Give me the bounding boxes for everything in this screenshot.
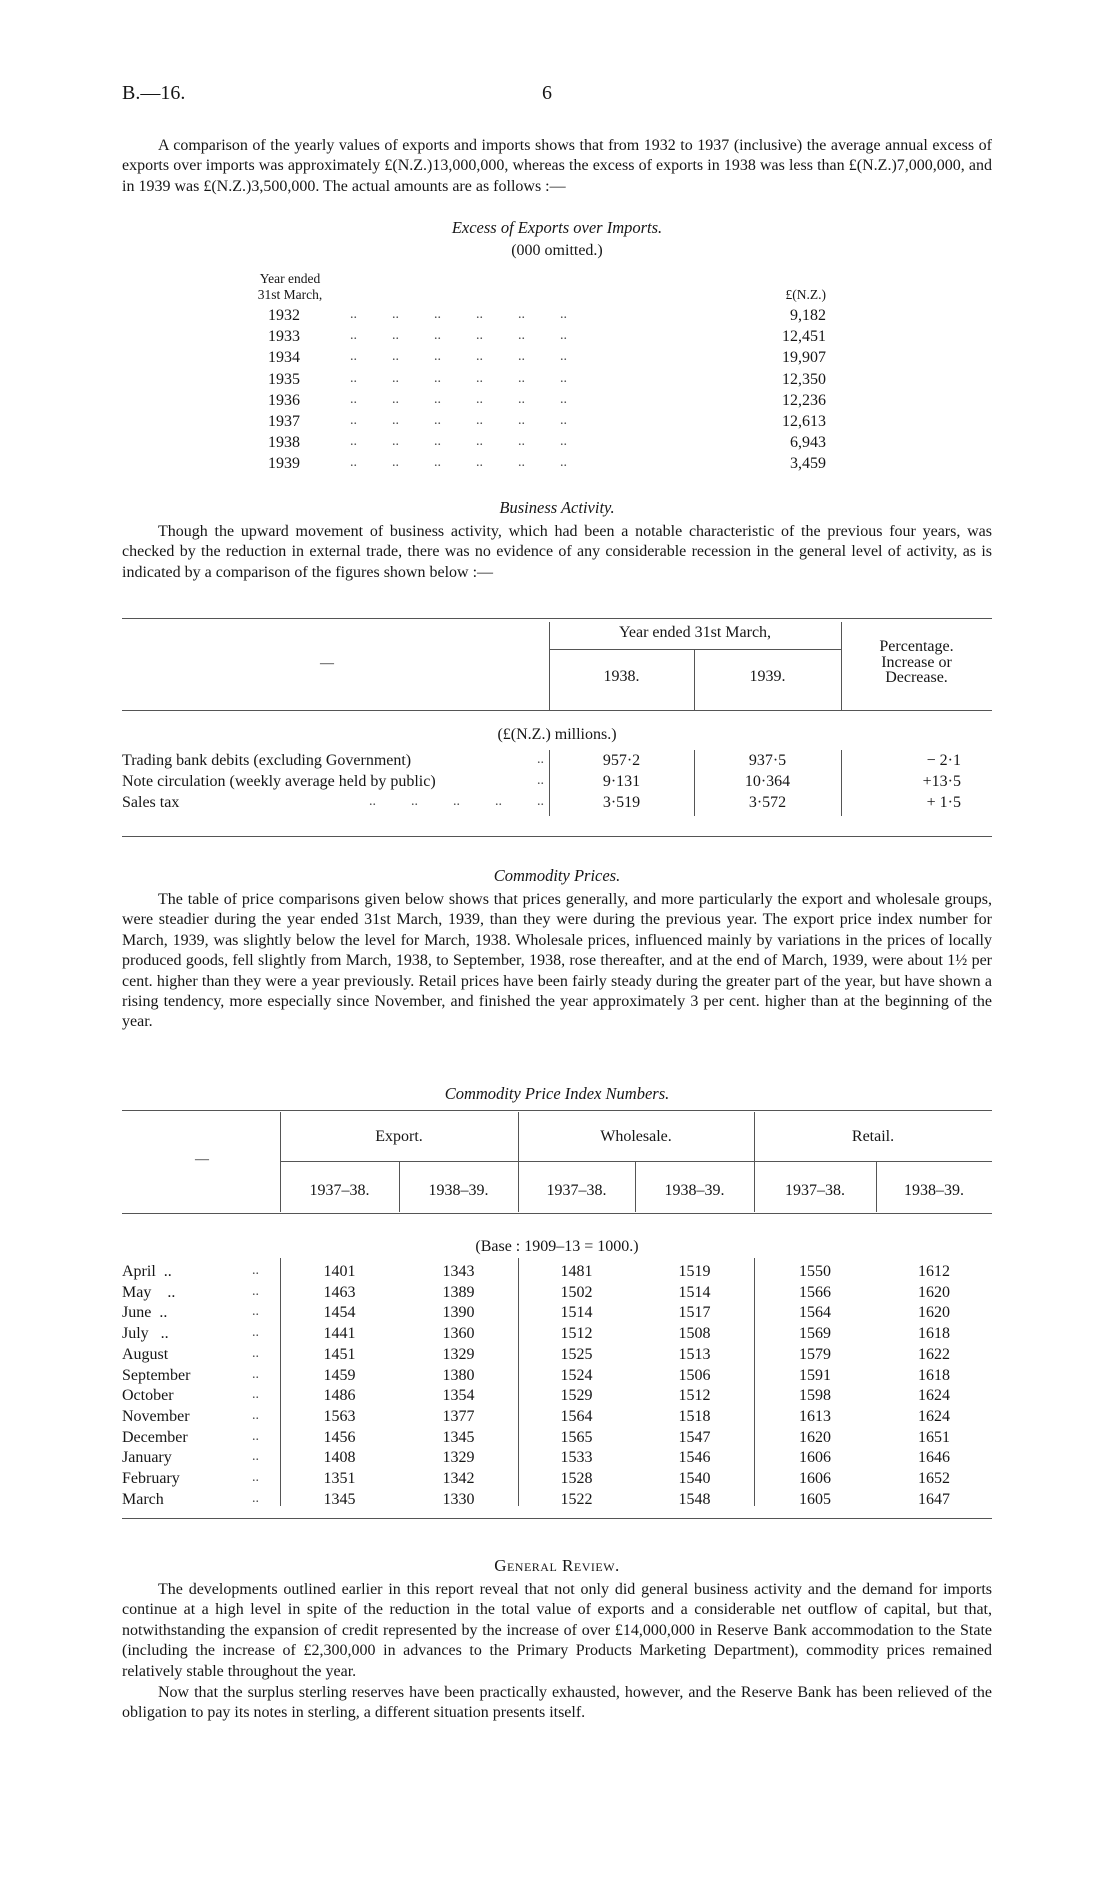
month-label: February — [122, 1470, 180, 1487]
percentage-change: + 1·5 — [926, 794, 961, 811]
commodity-table-row — [122, 1408, 992, 1429]
commodity-table-row — [122, 1284, 992, 1305]
leader-dots: .. — [252, 1407, 259, 1423]
index-value: 1329 — [442, 1449, 475, 1467]
leader-dots: .. .. .. .. .. .. — [350, 434, 567, 450]
table-rule — [122, 836, 992, 837]
leader-dots: .. .. .. .. .. .. — [350, 328, 567, 344]
intro-paragraph: A comparison of the yearly values of exports and imports shows that from 1932 to 1937 (inclusive) the average annual excess of exports over imports was approximately £(N.Z.)13,000,000, whereas the excess of exports in 1938 was less than £(N.Z.)7,000,000, and in 1939 was £(N.Z.)3,500,000. The actual amounts are as follows :— — [122, 137, 992, 195]
index-value: 1456 — [323, 1428, 356, 1446]
index-value: 1550 — [799, 1263, 831, 1280]
business-activity-title: Business Activity. — [499, 498, 615, 517]
leader-dots: .. — [252, 1470, 259, 1485]
leader-dots: .. — [252, 1449, 259, 1465]
retail-1938-39-header: 1938–39. — [904, 1182, 964, 1199]
month-label: June .. — [122, 1304, 168, 1322]
index-value: 1605 — [799, 1490, 831, 1508]
value-1939: 3·572 — [748, 794, 787, 811]
index-value: 1548 — [678, 1490, 711, 1508]
row-label-header: — — [320, 656, 334, 671]
index-value: 1508 — [678, 1325, 711, 1343]
value-1939: 937·5 — [748, 752, 787, 769]
excess-table-title: Excess of Exports over Imports. — [451, 218, 663, 237]
leader-dots: .. — [252, 1490, 259, 1506]
leader-dots: .. — [252, 1304, 259, 1320]
business-table-row — [122, 773, 992, 793]
month-label: January — [122, 1449, 172, 1467]
leader-dots: .. — [252, 1345, 259, 1361]
commodity-prices-paragraph: The table of price comparisons given below shows that prices generally, and more particularly the export and wholesale groups, were steadier during the year ended 31st March, 1939, than they were during the previous year. The export price index number for March, 1939, was slightly below the level for March, 1938. Wholesale prices, influenced mainly by variations in the prices of locally produced goods, fell slightly from March, 1938, to September, 1938, rose thereafter, and at the end of March, 1939, were about 1½ per cent. higher than they were a year previously. Retail prices have been fairly steady during the greater part of the year, but have shown a rising tendency, more especially since November, and finished the year approximately 3 per cent. higher than at the beginning of the year. — [122, 891, 992, 1031]
wholesale-group-header: Wholesale. — [600, 1128, 672, 1145]
excess-value: 19,907 — [782, 349, 826, 367]
index-value: 1408 — [323, 1449, 356, 1467]
index-value: 1622 — [918, 1345, 950, 1363]
index-value: 1517 — [678, 1304, 711, 1322]
commodity-table-row — [122, 1429, 992, 1450]
commodity-price-table — [122, 1108, 992, 1548]
index-value: 1540 — [678, 1470, 711, 1487]
index-value: 1618 — [918, 1325, 950, 1343]
business-row-label: Sales tax — [122, 794, 180, 811]
page-header — [122, 82, 992, 108]
excess-col-label-line2: 31st March, — [257, 287, 323, 302]
index-value: 1564 — [560, 1407, 593, 1425]
wholesale-1937-38-header: 1937–38. — [546, 1182, 607, 1199]
commodity-table-row — [122, 1449, 992, 1470]
index-value: 1342 — [442, 1470, 475, 1487]
excess-year: 1932 — [268, 307, 300, 324]
percentage-change: +13·5 — [922, 773, 961, 790]
index-value: 1525 — [560, 1345, 593, 1363]
index-value: 1377 — [442, 1407, 475, 1425]
index-value: 1514 — [560, 1304, 593, 1322]
general-review-title: General Review. — [494, 1556, 620, 1575]
leader-dots: .. .. .. .. .. .. — [350, 413, 567, 428]
month-label: May .. — [122, 1283, 176, 1301]
leader-dots: .. — [252, 1428, 259, 1444]
business-unit-label: (£(N.Z.) millions.) — [497, 726, 617, 743]
excess-unit-label: £(N.Z.) — [785, 287, 826, 302]
excess-year: 1938 — [268, 434, 300, 452]
index-value: 1390 — [442, 1304, 475, 1322]
excess-value: 9,182 — [790, 307, 826, 324]
value-1939: 10·364 — [744, 773, 791, 790]
pct-header-line1: Percentage. — [879, 638, 954, 655]
leader-dots: .. — [537, 752, 544, 767]
excess-table-row — [122, 413, 992, 434]
leader-dots: .. — [252, 1325, 259, 1341]
excess-table-row — [122, 371, 992, 392]
wholesale-1938-39-header: 1938–39. — [664, 1182, 725, 1199]
table-rule — [122, 710, 992, 711]
index-value: 1389 — [442, 1283, 475, 1301]
commodity-table-row — [122, 1325, 992, 1346]
month-label: December — [122, 1428, 188, 1446]
index-value: 1486 — [323, 1387, 356, 1405]
value-1938: 3·519 — [602, 794, 641, 811]
index-value: 1613 — [799, 1407, 831, 1425]
leader-dots: .. .. .. .. .. .. — [350, 370, 567, 386]
index-value: 1502 — [560, 1283, 593, 1301]
index-value: 1606 — [799, 1449, 831, 1467]
index-value: 1546 — [678, 1449, 711, 1467]
excess-value: 12,236 — [782, 391, 826, 409]
excess-table-header — [122, 271, 992, 311]
commodity-table-row — [122, 1470, 992, 1491]
index-value: 1620 — [918, 1304, 950, 1322]
index-value: 1451 — [323, 1345, 356, 1363]
commodity-table-row — [122, 1387, 992, 1408]
index-value: 1624 — [918, 1407, 950, 1425]
index-value: 1351 — [323, 1470, 356, 1487]
leader-dots: .. — [537, 773, 544, 788]
month-label: March — [122, 1490, 164, 1508]
excess-value: 12,350 — [782, 370, 826, 388]
excess-year: 1935 — [268, 370, 300, 388]
leader-dots: .. .. .. .. .. .. — [350, 391, 567, 407]
value-1938: 957·2 — [602, 752, 641, 769]
table-rule — [122, 618, 992, 619]
excess-year: 1937 — [268, 413, 300, 430]
business-table-row — [122, 794, 992, 814]
index-value: 1598 — [799, 1387, 831, 1405]
index-value: 1564 — [799, 1304, 831, 1322]
table-rule — [122, 1213, 992, 1214]
index-value: 1652 — [918, 1470, 950, 1487]
excess-table-row — [122, 392, 992, 413]
col-header-1939: 1939. — [749, 668, 786, 685]
excess-table-row — [122, 349, 992, 370]
index-value: 1330 — [442, 1490, 475, 1508]
index-value: 1647 — [918, 1490, 950, 1508]
excess-value: 3,459 — [790, 455, 826, 473]
business-row-label: Trading bank debits (excluding Government) — [122, 752, 412, 769]
value-1938: 9·131 — [602, 773, 641, 790]
index-value: 1612 — [918, 1263, 950, 1280]
index-value: 1646 — [918, 1449, 950, 1467]
export-group-header: Export. — [375, 1128, 423, 1145]
index-value: 1547 — [678, 1428, 711, 1446]
index-value: 1533 — [560, 1449, 593, 1467]
index-value: 1529 — [560, 1387, 593, 1405]
index-value: 1569 — [799, 1325, 831, 1343]
index-value: 1513 — [678, 1345, 711, 1363]
index-value: 1519 — [678, 1263, 711, 1280]
month-label: November — [122, 1407, 190, 1425]
index-value: 1579 — [799, 1345, 831, 1363]
excess-year: 1939 — [268, 455, 300, 473]
index-value: 1481 — [560, 1263, 593, 1280]
export-1938-39-header: 1938–39. — [428, 1182, 489, 1199]
excess-value: 12,613 — [782, 413, 826, 430]
index-value: 1463 — [323, 1283, 356, 1301]
month-label: October — [122, 1387, 174, 1405]
index-value: 1454 — [323, 1304, 356, 1322]
general-review-paragraph-1: The developments outlined earlier in this report reveal that not only did general business activity and the demand for imports continue at a high level in spite of the reduction in the total value of exports and a considerable net outflow of capital, but that, notwithstanding the expansion of credit represented by the increase of over £14,000,000 in Reserve Bank accommodation to the State (including the increase of £2,300,000 in advances to the Primary Products Marketing Department), commodity prices remained relatively stable throughout the year. — [122, 1581, 992, 1680]
commodity-table-row — [122, 1367, 992, 1388]
index-value: 1563 — [323, 1407, 356, 1425]
year-ended-group-header: Year ended 31st March, — [618, 624, 772, 641]
index-value: 1524 — [560, 1366, 593, 1384]
business-activity-paragraph: Though the upward movement of business activity, which had been a notable characteristic of the previous four years, was checked by the reduction in external trade, there was no evidence of any considerable recession in the general level of activity, as is indicated by a comparison of the figures shown below :— — [122, 523, 992, 581]
table-rule — [280, 1161, 992, 1162]
commodity-table-row — [122, 1263, 992, 1284]
retail-group-header: Retail. — [851, 1128, 895, 1145]
business-row-label: Note circulation (weekly average held by public) — [122, 773, 436, 790]
leader-dots: .. .. .. .. .. — [369, 794, 544, 809]
commodity-table-row — [122, 1346, 992, 1367]
excess-table-row — [122, 307, 992, 328]
base-note: (Base : 1909–13 = 1000.) — [475, 1238, 639, 1255]
index-value: 1620 — [799, 1428, 831, 1446]
index-value: 1345 — [442, 1428, 475, 1446]
index-value: 1441 — [323, 1325, 356, 1343]
index-value: 1522 — [560, 1490, 593, 1508]
excess-year: 1936 — [268, 391, 300, 409]
index-value: 1606 — [799, 1470, 831, 1487]
index-value: 1618 — [918, 1366, 950, 1384]
leader-dots: .. .. .. .. .. .. — [350, 307, 567, 322]
index-value: 1343 — [442, 1263, 475, 1280]
month-header: — — [195, 1152, 209, 1167]
excess-year: 1934 — [268, 349, 300, 367]
leader-dots: .. — [252, 1387, 259, 1403]
commodity-table-row — [122, 1491, 992, 1512]
index-value: 1620 — [918, 1283, 950, 1301]
index-value: 1512 — [678, 1387, 711, 1405]
excess-col-label-line1: Year ended — [259, 271, 321, 286]
excess-table-subtitle: (000 omitted.) — [511, 242, 603, 259]
index-value: 1459 — [323, 1366, 356, 1384]
leader-dots: .. — [252, 1263, 259, 1278]
index-value: 1518 — [678, 1407, 711, 1425]
business-activity-table — [122, 616, 992, 846]
excess-year: 1933 — [268, 328, 300, 346]
document-reference: B.—16. — [122, 82, 186, 104]
leader-dots: .. .. .. .. .. .. — [350, 349, 567, 365]
index-value: 1360 — [442, 1325, 475, 1343]
index-value: 1591 — [799, 1366, 831, 1384]
leader-dots: .. — [252, 1283, 259, 1299]
leader-dots: .. .. .. .. .. .. — [350, 455, 567, 471]
table-rule — [122, 1110, 992, 1111]
index-value: 1401 — [323, 1263, 356, 1280]
index-value: 1565 — [560, 1428, 593, 1446]
commodity-table-title: Commodity Price Index Numbers. — [444, 1084, 670, 1103]
index-value: 1345 — [323, 1490, 356, 1508]
pct-header-line2: Increase or — [881, 654, 952, 671]
table-rule — [122, 1518, 992, 1519]
retail-1937-38-header: 1937–38. — [785, 1182, 845, 1199]
pct-header-line3: Decrease. — [885, 669, 948, 686]
excess-value: 12,451 — [782, 328, 826, 346]
percentage-change: − 2·1 — [926, 752, 961, 769]
leader-dots: .. — [252, 1366, 259, 1382]
export-1937-38-header: 1937–38. — [309, 1182, 370, 1199]
month-label: September — [122, 1366, 191, 1384]
index-value: 1380 — [442, 1366, 475, 1384]
col-header-1938: 1938. — [603, 668, 640, 685]
excess-value: 6,943 — [790, 434, 826, 452]
month-label: April .. — [122, 1263, 172, 1280]
commodity-table-row — [122, 1304, 992, 1325]
index-value: 1651 — [918, 1428, 950, 1446]
general-review-paragraph-2: Now that the surplus sterling reserves have been practically exhausted, however, and the Reserve Bank has been relieved of the obligation to pay its notes in sterling, a different situation presents itself. — [122, 1684, 992, 1722]
index-value: 1512 — [560, 1325, 593, 1343]
month-label: August — [122, 1345, 169, 1363]
business-table-row — [122, 752, 992, 772]
excess-table-row — [122, 434, 992, 455]
index-value: 1528 — [560, 1470, 593, 1487]
index-value: 1354 — [442, 1387, 475, 1405]
index-value: 1514 — [678, 1283, 711, 1301]
index-value: 1506 — [678, 1366, 711, 1384]
excess-table-row — [122, 328, 992, 349]
excess-table-row — [122, 455, 992, 476]
month-label: July .. — [122, 1325, 169, 1343]
index-value: 1329 — [442, 1345, 475, 1363]
index-value: 1566 — [799, 1283, 831, 1301]
table-rule — [549, 649, 841, 650]
index-value: 1624 — [918, 1387, 950, 1405]
commodity-prices-title: Commodity Prices. — [493, 866, 621, 885]
page-number: 6 — [542, 82, 552, 104]
